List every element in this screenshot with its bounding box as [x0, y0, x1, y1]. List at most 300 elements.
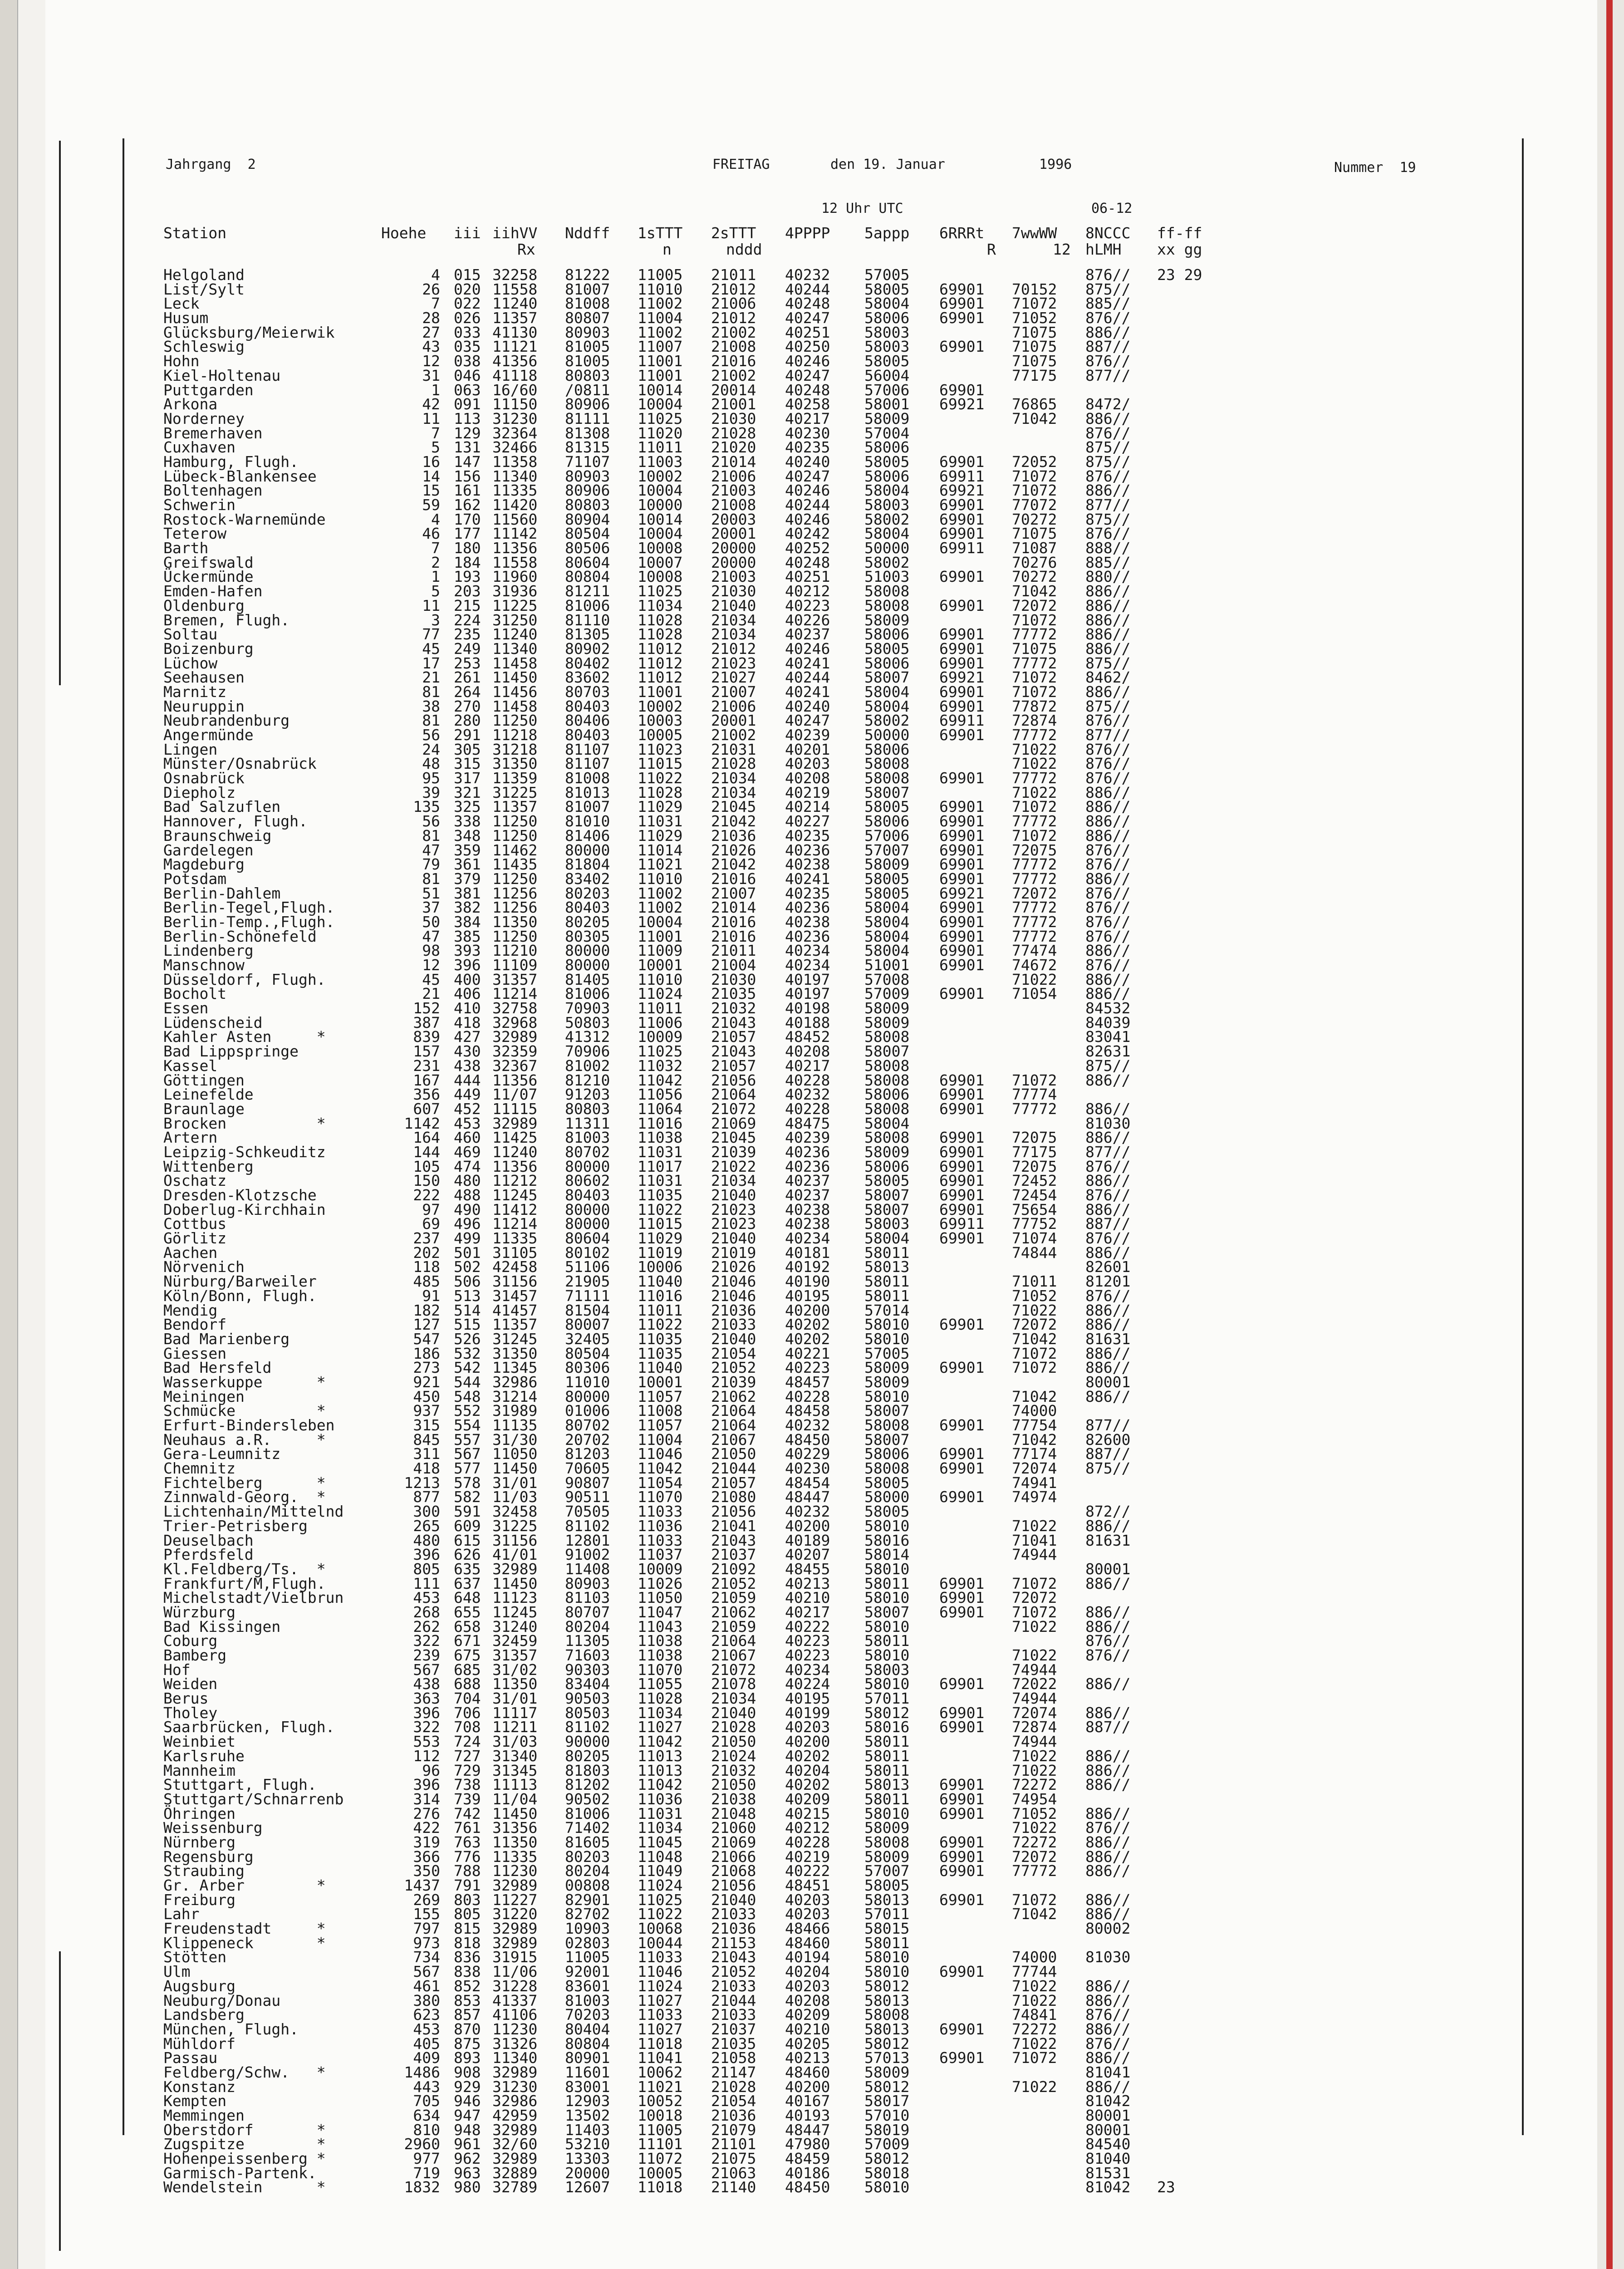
col-r6: 6RRRt	[939, 224, 985, 242]
group-7wwww: 71072	[1012, 826, 1057, 845]
group-1sttt: 10008	[638, 539, 683, 557]
group-7wwww: 74841	[1012, 2006, 1057, 2024]
station-id: 147	[454, 452, 481, 471]
elevation: 405	[413, 2034, 440, 2053]
group-6rrrt: 69901	[939, 942, 985, 960]
group-6rrrt: 69921	[939, 481, 985, 500]
station-id: 038	[454, 352, 481, 370]
group-dd: 83601	[565, 1977, 610, 1995]
group-8nccc: 886//	[1085, 1991, 1131, 2009]
group-6rrrt: 69901	[939, 1071, 985, 1089]
elevation: 314	[413, 1790, 440, 1808]
group-vv: 11240	[492, 1143, 538, 1161]
station-name: Weinbiet	[163, 1733, 236, 1751]
station-name: Braunlage	[163, 1100, 245, 1118]
group-2sttt: 21054	[711, 1344, 756, 1362]
group-1sttt: 11033	[638, 2006, 683, 2024]
group-dd: 20000	[565, 2164, 610, 2182]
group-dd: 81003	[565, 1129, 610, 1147]
group-vv: 31105	[492, 1243, 538, 1262]
station-id: 156	[454, 467, 481, 485]
group-dd: 90000	[565, 1733, 610, 1751]
station-id: 963	[454, 2164, 481, 2182]
group-7wwww: 71022	[1012, 1991, 1057, 2009]
group-2sttt: 21011	[711, 942, 756, 960]
group-dd: 80804	[565, 2034, 610, 2053]
station-id: 685	[454, 1660, 481, 1679]
group-1sttt: 11050	[638, 1589, 683, 1607]
group-vv: 11/04	[492, 1790, 538, 1808]
group-8nccc: 876//	[1085, 769, 1131, 787]
group-4pppp: 40203	[785, 1905, 830, 1923]
group-5appp: 58005	[864, 1876, 910, 1894]
station-name: Lindenberg	[163, 942, 254, 960]
group-8nccc: 886//	[1085, 409, 1131, 427]
group-7wwww: 72075	[1012, 1129, 1057, 1147]
group-8nccc: 886//	[1085, 1517, 1131, 1535]
group-1sttt: 11019	[638, 1243, 683, 1262]
group-4pppp: 40229	[785, 1445, 830, 1463]
group-5appp: 57005	[864, 266, 910, 284]
group-2sttt: 21034	[711, 1172, 756, 1190]
station-id: 261	[454, 668, 481, 687]
station-name: Bocholt	[163, 985, 227, 1003]
station-id: 460	[454, 1129, 481, 1147]
group-6rrrt: 69901	[939, 769, 985, 787]
group-7wwww: 72022	[1012, 1675, 1057, 1693]
station-id: 948	[454, 2121, 481, 2139]
station-name: Stuttgart, Flugh.	[163, 1776, 317, 1794]
group-2sttt: 21043	[711, 1042, 756, 1061]
group-dd: 11403	[565, 2121, 610, 2139]
station-name: Öhringen	[163, 1804, 236, 1822]
group-5appp: 58010	[864, 1804, 910, 1822]
group-vv: 11256	[492, 899, 538, 917]
group-7wwww: 71087	[1012, 539, 1057, 557]
group-dd: 80906	[565, 395, 610, 413]
group-1sttt: 11012	[638, 654, 683, 672]
group-8nccc: 876//	[1085, 740, 1131, 758]
station-id: 396	[454, 956, 481, 974]
group-dd: 11311	[565, 1114, 610, 1132]
group-1sttt: 11033	[638, 1503, 683, 1521]
group-8nccc: 886//	[1085, 1804, 1131, 1822]
group-5appp: 57004	[864, 424, 910, 442]
group-1sttt: 11012	[638, 668, 683, 687]
group-dd: 81222	[565, 266, 610, 284]
elevation: 356	[413, 1085, 440, 1104]
group-vv: 32466	[492, 438, 538, 457]
group-vv: 31356	[492, 1819, 538, 1837]
group-4pppp: 40214	[785, 798, 830, 816]
group-1sttt: 11034	[638, 1704, 683, 1722]
group-2sttt: 21064	[711, 1402, 756, 1420]
station-name: Schwerin	[163, 496, 236, 514]
group-dd: 90503	[565, 1689, 610, 1708]
group-2sttt: 20014	[711, 381, 756, 399]
group-4pppp: 40186	[785, 2164, 830, 2182]
group-dd: 83404	[565, 1675, 610, 1693]
station-name: Chemnitz	[163, 1459, 236, 1478]
group-1sttt: 11015	[638, 755, 683, 773]
station-name: Trier-Petrisberg	[163, 1517, 308, 1535]
elevation: 2960	[404, 2135, 440, 2153]
elevation: 396	[413, 1776, 440, 1794]
group-2sttt: 21058	[711, 2049, 756, 2067]
group-5appp: 58008	[864, 1833, 910, 1851]
group-8nccc: 876//	[1085, 956, 1131, 974]
group-4pppp: 40244	[785, 668, 830, 687]
station-id: 033	[454, 323, 481, 341]
station-id: 449	[454, 1085, 481, 1104]
group-6rrrt: 69901	[939, 1200, 985, 1218]
elevation: 315	[413, 1416, 440, 1434]
station-id: 490	[454, 1200, 481, 1218]
group-vv: 41457	[492, 1301, 538, 1319]
group-1sttt: 11028	[638, 625, 683, 643]
group-dd: 80503	[565, 1704, 610, 1722]
table-row	[163, 1792, 1434, 1807]
table-row	[163, 368, 1434, 383]
group-4pppp: 40235	[785, 438, 830, 457]
group-vv: 11150	[492, 395, 538, 413]
group-8nccc: 886//	[1085, 1977, 1131, 1995]
group-6rrrt: 69911	[939, 467, 985, 485]
group-2sttt: 21002	[711, 366, 756, 384]
group-vv: 32364	[492, 424, 538, 442]
group-vv: 11113	[492, 1776, 538, 1794]
group-6rrrt: 69901	[939, 899, 985, 917]
elevation: 45	[422, 639, 440, 658]
group-5appp: 58006	[864, 625, 910, 643]
group-7wwww: 71022	[1012, 783, 1057, 801]
group-vv: 11135	[492, 1416, 538, 1434]
group-6rrrt: 69901	[939, 985, 985, 1003]
group-vv: 11050	[492, 1445, 538, 1463]
group-7wwww: 72272	[1012, 1833, 1057, 1851]
group-1sttt: 11042	[638, 1071, 683, 1089]
group-8nccc: 886//	[1085, 1359, 1131, 1377]
station-name: Göttingen	[163, 1071, 245, 1089]
group-6rrrt: 69901	[939, 639, 985, 658]
group-dd: 81013	[565, 783, 610, 801]
group-2sttt: 21092	[711, 1560, 756, 1578]
group-vv: 31245	[492, 1330, 538, 1348]
group-4pppp: 40240	[785, 697, 830, 715]
group-7wwww: 77072	[1012, 496, 1057, 514]
group-7wwww: 77474	[1012, 942, 1057, 960]
group-8nccc: 886//	[1085, 1603, 1131, 1621]
group-dd: 80000	[565, 841, 610, 859]
elevation: 182	[413, 1301, 440, 1319]
group-8nccc: 886//	[1085, 1675, 1131, 1693]
station-id: 379	[454, 869, 481, 888]
group-2sttt: 21011	[711, 266, 756, 284]
group-vv: 11450	[492, 1459, 538, 1478]
group-8nccc: 80001	[1085, 2107, 1131, 2124]
group-vv: 32989	[492, 1920, 538, 1938]
group-4pppp: 40227	[785, 812, 830, 830]
group-2sttt: 21016	[711, 927, 756, 945]
group-6rrrt: 69901	[939, 525, 985, 543]
year-label: 1996	[1039, 157, 1072, 172]
group-4pppp: 40223	[785, 1646, 830, 1664]
group-4pppp: 40236	[785, 841, 830, 859]
group-5appp: 58016	[864, 1718, 910, 1736]
table-row	[163, 1145, 1434, 1159]
group-dd: 80803	[565, 366, 610, 384]
group-7wwww: 71041	[1012, 1531, 1057, 1549]
group-4pppp: 40217	[785, 1603, 830, 1621]
group-1sttt: 11038	[638, 1646, 683, 1664]
group-8nccc: 886//	[1085, 1891, 1131, 1909]
group-5appp: 51001	[864, 956, 910, 974]
group-1sttt: 10052	[638, 2092, 683, 2110]
table-row	[163, 409, 1434, 427]
elevation: 239	[413, 1646, 440, 1664]
group-vv: 11420	[492, 496, 538, 514]
station-id: 738	[454, 1776, 481, 1794]
group-5appp: 58005	[864, 280, 910, 298]
group-5appp: 58018	[864, 2164, 910, 2182]
group-2sttt: 21014	[711, 452, 756, 471]
group-8nccc: 886//	[1085, 1574, 1131, 1592]
group-1sttt: 11024	[638, 1876, 683, 1894]
elevation: 973	[413, 1934, 440, 1952]
group-6rrrt: 69901	[939, 596, 985, 614]
elevation: 805	[413, 1560, 440, 1578]
station-name: Soltau	[163, 625, 218, 643]
group-7wwww: 71022	[1012, 1646, 1057, 1664]
group-dd: 81504	[565, 1301, 610, 1319]
col-a5: 5appp	[864, 224, 910, 242]
group-dd: 80000	[565, 956, 610, 974]
group-1sttt: 11004	[638, 309, 683, 327]
group-dd: 12801	[565, 1531, 610, 1549]
group-4pppp: 40237	[785, 1186, 830, 1204]
station-id: 776	[454, 1847, 481, 1866]
group-2sttt: 21033	[711, 1977, 756, 1995]
group-1sttt: 11029	[638, 1229, 683, 1247]
group-dd: 12903	[565, 2092, 610, 2110]
group-4pppp: 40198	[785, 999, 830, 1017]
group-vv: 31230	[492, 2077, 538, 2096]
group-8nccc: 886//	[1085, 985, 1131, 1003]
group-4pppp: 40242	[785, 525, 830, 543]
station-id: 853	[454, 1991, 481, 2009]
group-4pppp: 48450	[785, 1430, 830, 1449]
group-2sttt: 21023	[711, 1215, 756, 1233]
group-vv: 32789	[492, 2178, 538, 2196]
group-8nccc: 886//	[1085, 1071, 1131, 1089]
group-2sttt: 21006	[711, 295, 756, 313]
group-1sttt: 11034	[638, 596, 683, 614]
group-1sttt: 11010	[638, 970, 683, 988]
group-dd: 83001	[565, 2077, 610, 2096]
group-1sttt: 11031	[638, 1143, 683, 1161]
group-1sttt: 11027	[638, 1991, 683, 2009]
col-t2-sub: nddd	[726, 241, 762, 258]
station-id: 947	[454, 2107, 481, 2124]
table-row	[163, 1418, 1434, 1433]
station-id: 542	[454, 1359, 481, 1377]
station-id: 724	[454, 1733, 481, 1751]
group-8nccc: 880//	[1085, 568, 1131, 586]
group-7wwww: 74944	[1012, 1660, 1057, 1679]
group-4pppp: 40230	[785, 424, 830, 442]
station-name: Diepholz	[163, 783, 236, 801]
group-4pppp: 40251	[785, 323, 830, 341]
group-4pppp: 40236	[785, 927, 830, 945]
group-5appp: 58006	[864, 654, 910, 672]
group-7wwww: 71052	[1012, 1287, 1057, 1305]
table-row	[163, 1231, 1434, 1246]
station-id: 325	[454, 798, 481, 816]
group-4pppp: 40222	[785, 1617, 830, 1635]
station-id: 548	[454, 1387, 481, 1405]
group-vv: 11340	[492, 2049, 538, 2067]
group-dd: 81315	[565, 438, 610, 457]
group-2sttt: 21079	[711, 2121, 756, 2139]
group-6rrrt: 69921	[939, 668, 985, 687]
group-2sttt: 21057	[711, 1028, 756, 1046]
group-5appp: 58006	[864, 1157, 910, 1175]
group-dd: 32405	[565, 1330, 610, 1348]
group-2sttt: 21016	[711, 913, 756, 931]
group-2sttt: 21008	[711, 496, 756, 514]
station-id: 857	[454, 2006, 481, 2024]
station-id: 063	[454, 381, 481, 399]
group-vv: 31218	[492, 740, 538, 758]
group-vv: 31350	[492, 1344, 538, 1362]
elevation: 438	[413, 1675, 440, 1693]
group-1sttt: 10001	[638, 1373, 683, 1391]
group-2sttt: 21033	[711, 1316, 756, 1334]
station-id: 946	[454, 2092, 481, 2110]
elevation: 269	[413, 1891, 440, 1909]
group-1sttt: 11070	[638, 1488, 683, 1506]
group-vv: 16/60	[492, 381, 538, 399]
station-name: Nürnberg	[163, 1833, 236, 1851]
table-row	[163, 728, 1434, 742]
elevation: 265	[413, 1517, 440, 1535]
group-5appp: 58009	[864, 1359, 910, 1377]
group-2sttt: 21030	[711, 970, 756, 988]
station-id: 046	[454, 366, 481, 384]
station-id: 321	[454, 783, 481, 801]
group-1sttt: 11025	[638, 1891, 683, 1909]
group-1sttt: 11001	[638, 352, 683, 370]
group-5appp: 58004	[864, 697, 910, 715]
group-4pppp: 40246	[785, 481, 830, 500]
group-6rrrt: 69901	[939, 726, 985, 744]
group-vv: 32986	[492, 2092, 538, 2110]
group-8nccc: 886//	[1085, 2020, 1131, 2038]
group-dd: 80504	[565, 1344, 610, 1362]
station-id: 554	[454, 1416, 481, 1434]
group-4pppp: 40236	[785, 1157, 830, 1175]
group-5appp: 58004	[864, 525, 910, 543]
group-8nccc: 876//	[1085, 266, 1131, 284]
elevation: 443	[413, 2077, 440, 2096]
group-5appp: 58011	[864, 1287, 910, 1305]
group-2sttt: 21024	[711, 1747, 756, 1765]
station-name: Karlsruhe	[163, 1747, 245, 1765]
group-vv: 32989	[492, 2121, 538, 2139]
group-7wwww: 77772	[1012, 869, 1057, 888]
group-dd: 70505	[565, 1503, 610, 1521]
group-1sttt: 11037	[638, 1546, 683, 1564]
elevation: 105	[413, 1157, 440, 1175]
elevation: 262	[413, 1617, 440, 1635]
group-4pppp: 40205	[785, 2034, 830, 2053]
col-r6-sub: R	[987, 241, 996, 258]
group-4pppp: 40222	[785, 1862, 830, 1880]
col-p4: 4PPPP	[785, 224, 830, 242]
group-1sttt: 11035	[638, 1344, 683, 1362]
group-6rrrt: 69901	[939, 1790, 985, 1808]
elevation: 12	[422, 956, 440, 974]
station-name: Aachen	[163, 1243, 218, 1262]
elevation: 409	[413, 2049, 440, 2067]
group-7wwww: 71072	[1012, 668, 1057, 687]
table-row	[163, 1188, 1434, 1203]
station-name: Cottbus	[163, 1215, 227, 1233]
elevation: 81	[422, 683, 440, 701]
group-4pppp: 40248	[785, 381, 830, 399]
group-7wwww: 71072	[1012, 295, 1057, 313]
group-2sttt: 21023	[711, 1200, 756, 1218]
station-id: 430	[454, 1042, 481, 1061]
group-dd: 80306	[565, 1359, 610, 1377]
group-1sttt: 11016	[638, 1287, 683, 1305]
station-name: Leck	[163, 295, 200, 313]
group-8nccc: 875//	[1085, 697, 1131, 715]
elevation: 26	[422, 280, 440, 298]
elevation: 127	[413, 1316, 440, 1334]
station-name: Hohn	[163, 352, 200, 370]
group-4pppp: 40251	[785, 568, 830, 586]
group-8nccc: 886//	[1085, 1747, 1131, 1765]
station-name: Weiden	[163, 1675, 218, 1693]
group-1sttt: 11027	[638, 2020, 683, 2038]
group-4pppp: 40228	[785, 1071, 830, 1089]
group-2sttt: 21002	[711, 726, 756, 744]
group-7wwww: 70272	[1012, 568, 1057, 586]
group-4pppp: 40215	[785, 1804, 830, 1822]
group-4pppp: 48457	[785, 1373, 830, 1391]
group-5appp: 57010	[864, 2107, 910, 2124]
station-id: 506	[454, 1272, 481, 1291]
station-id: 180	[454, 539, 481, 557]
group-1sttt: 11022	[638, 769, 683, 787]
group-8nccc: 875//	[1085, 510, 1131, 528]
group-vv: 31/02	[492, 1660, 538, 1679]
group-dd: 81308	[565, 424, 610, 442]
elevation: 118	[413, 1258, 440, 1276]
table-row	[163, 1835, 1434, 1850]
station-name: Bendorf	[163, 1316, 227, 1334]
group-1sttt: 11057	[638, 1416, 683, 1434]
group-vv: 11240	[492, 625, 538, 643]
group-6rrrt: 69901	[939, 568, 985, 586]
group-8nccc: 876//	[1085, 855, 1131, 874]
group-2sttt: 21042	[711, 855, 756, 874]
group-2sttt: 21032	[711, 1761, 756, 1779]
group-6rrrt: 69901	[939, 510, 985, 528]
group-1sttt: 10044	[638, 1934, 683, 1952]
group-7wwww: 77772	[1012, 726, 1057, 744]
